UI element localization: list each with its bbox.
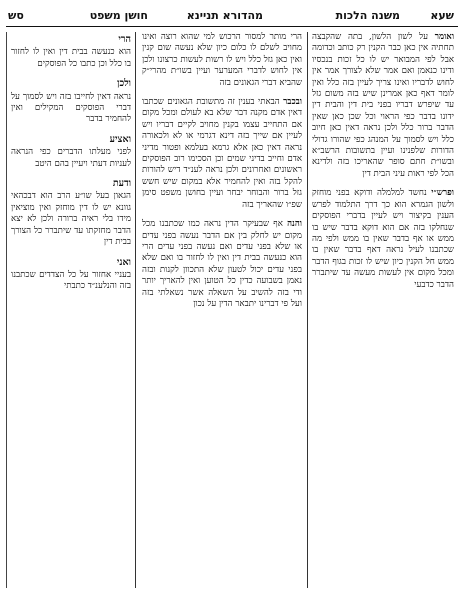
paragraph-lead-word: והנה [287, 219, 302, 230]
paragraph-text: בעניי אחזור על כל הצדדים שכתבנו בזה והנלענ״ד כתבתי [11, 269, 131, 292]
paragraph-text: הגאון בעל שו״ע הרב הוא דבכהאי גוונא יש לו דין מוחזק ואין מוציאין מידו בלי ראיה ברורה ולכן לא יצא הדבר מחזקתו עד שיתברר כל הצורך בבית דין [11, 191, 131, 248]
paragraph-text: על לשון הלשון, בתה שהקבצה תחתיה אין כאן כבר הקנין רק כותב וכדומה אבל לפי המבואר יש לו כל זכות בנכסיו ודינו כנאמן ואם אמר שלא לצורך אמר אין לחוש לדבריו ואינו צריך לעיין בזה כלל ואין לומר דאף כאן אמרינן שיש בזה משום גזל עד שיפרש דבריו בפני בית דין והבית דין ידונו בדבר כפי הראוי וכל שכן כאן שאין הדבר ברור כלל ולכן נראה דאין כאן חיוב כלל ויש לסמוך על המנהג כפי שהורו גדולי הדורות שלפנינו ועיין בתשובות הרשב״א ובשו״ת חתם סופר שהאריכו בזה ולדינא הכל לפי ראות עיני הבית דין [312, 32, 454, 179]
paragraph-text: נחשד למלמלה ודוקא בפני מוחזק ולשון הגמרא הוא כך דרך התלמוד לפרש הענין בקיצור ויש לעיין בדברי הפוסקים שנחלקו בזה אם הוא דוקא בדבר שיש בו ממש או אף בדבר שאין בו ממש ולפי מה שכתבנו לעיל נראה דאף בדבר שאין בו ממש חל הקנין כיון שיש לו זכות בגוף הדבר ומכל מקום אין לעשות מעשה עד שיתברר הדבר כדבעי [312, 188, 454, 290]
book-title: משנה הלכות [335, 9, 400, 22]
paragraph [11, 34, 131, 70]
paragraph [11, 178, 131, 248]
paragraph [312, 188, 454, 291]
page-number-right: שעא [430, 9, 454, 22]
paragraph-lead-word: ופרש״י [431, 188, 454, 199]
paragraph-lead-word: ואני [116, 256, 131, 268]
paragraph [11, 134, 131, 170]
paragraph-lead-word: ובכבר [283, 97, 302, 108]
running-header [6, 4, 458, 27]
paragraph [312, 32, 454, 180]
column-divider [307, 32, 308, 588]
paragraph-lead-word: ולכן [117, 78, 131, 90]
paragraph-text: הוא כנעשה בבית דין ואין לו לחזור בו כלל וכן כתבו כל הפוסקים [11, 47, 131, 69]
paragraph-text: אף שבעיקר הדין נראה כמו שכתבנו מכל מקום יש לחלק בין אם הדבר נעשה בפני עדים או שלא בפני עדים ואם נעשה בפני עדים הרי הוא כנעשה בבית דין ואין לו לחזור בו ואם שלא בפני עדים יכול לטעון שלא התכוון לקנות ובזה נאמן בשבועה כדין כל הטוען ואין להאריך יותר ודי בזה להשיב על השאלה אשר נשאלתי בזה ועל פי דברינו יתבאר הדין על נכון [142, 219, 302, 309]
paragraph-lead-word: ודעת [112, 178, 131, 190]
paragraph [142, 97, 302, 211]
paragraph [11, 78, 131, 126]
paragraph-lead-word: הרי [118, 34, 131, 45]
column-divider [135, 32, 136, 588]
edition-title: מהדורא תניינא [186, 9, 263, 22]
paragraph [142, 219, 302, 310]
page-number-left: סש [8, 9, 24, 22]
paragraph-text: הרי מותר למסור הרכוש למי שהוא רוצה ואינו מחויב לשלם לו כלום כיון שלא נעשה שום קנין ואין כאן גזל כלל ויש לו רשות לעשות כרצונו ולכן אין לחוש לדברי המערער ועיין בשו״ת מהרי״ק שהביא דברי הגאונים בזה [142, 32, 302, 88]
paragraph-text: הבאתי בענין זה מתשובת הגאונים שכתבו דאין אדם מקנה דבר שלא בא לעולם ומכל מקום אם התחייב עצמו בקנין מחויב לקיים דבריו ויש לעיין אם שייך בזה דינא דגרמי או לא ולכאורה נראה דאין כאן אלא גרמא בעלמא ופטור מדיני אדם וחייב בדיני שמים וכן הסכימו רוב הפוסקים ראשונים ואחרונים ולכן נראה לענ״ד דיש להורות להקל בזה ואין להחמיר אלא במקום שיש חשש גזל ברור והבוחר יבחר ועיין בחושן משפט סימן שפ״ו שהאריך בזה [142, 97, 302, 210]
scanned-page [6, 4, 458, 594]
paragraph-lead-word: ואומר [434, 32, 454, 42]
middle-column [142, 32, 302, 588]
paragraph-lead-word: ואציע [109, 133, 131, 145]
paragraph [11, 257, 131, 293]
left-column-next-page-edge [6, 32, 131, 588]
paragraph-text: לפני מעלתו הדברים כפי הנראה לעניות דעתי ויעיין בהם היטב [11, 147, 131, 169]
section-title: חושן משפט [89, 9, 148, 22]
right-column [312, 32, 454, 588]
paragraph-text: נראה דאין לחייבו בזה ויש לסמוך על דברי הפוסקים המקילים ואין להחמיר בדבר [11, 91, 131, 125]
paragraph [142, 32, 302, 89]
